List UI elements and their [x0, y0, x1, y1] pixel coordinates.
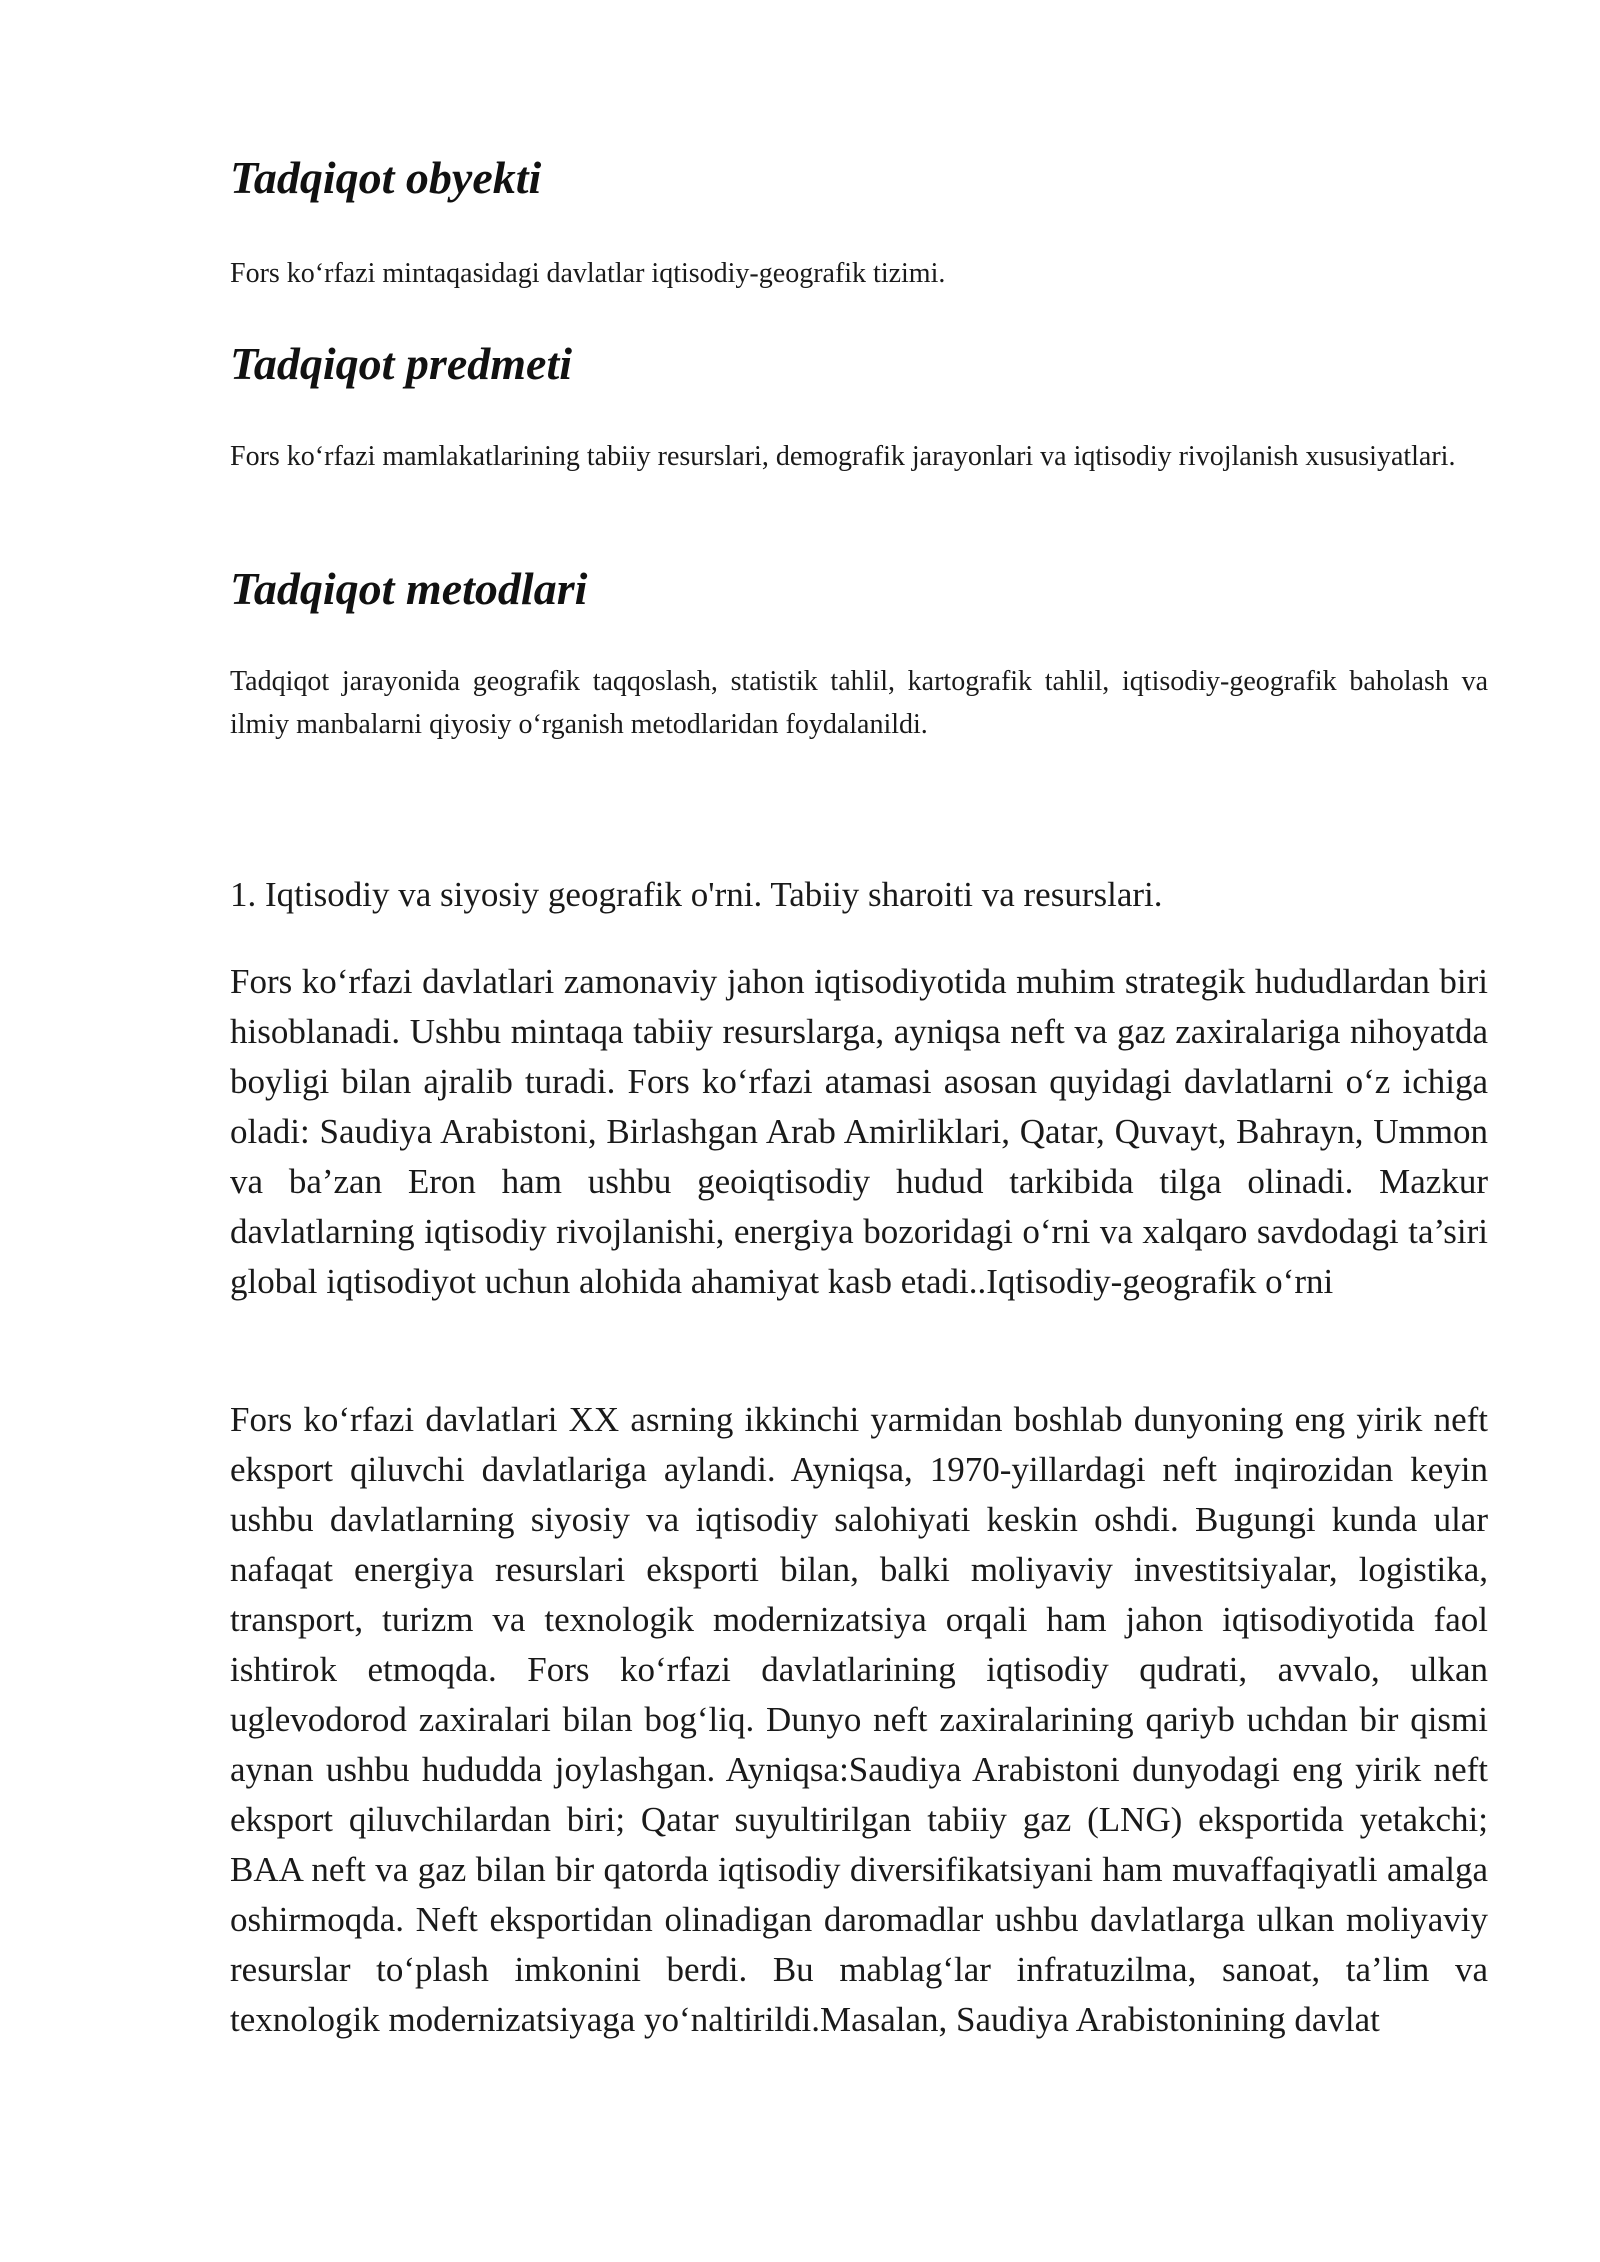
section-text-predmeti: Fors ko‘rfazi mamlakatlarining tabiiy resurslari, demografik jarayonlari va iqtisodiy rivojlanish xususiyatlari. — [230, 441, 1456, 472]
chapter-title: 1. Iqtisodiy va siyosiy geografik o'rni. Tabiiy sharoiti va resurslari. — [230, 875, 1163, 914]
section-text-metodlari: Tadqiqot jarayonida geografik taqqoslash, statistik tahlil, kartografik tahlil, iqtisodiy-geografik baholash va ilmiy manbalarni qiyosiy o‘rganish metodlaridan foydalanildi. — [230, 666, 1488, 740]
chapter-paragraph-1: Fors ko‘rfazi davlatlari zamonaviy jahon iqtisodiyotida muhim strategik hududlardan biri hisoblanadi. Ushbu mintaqa tabiiy resurslarga, ayniqsa neft va gaz zaxiralariga nihoyatda boyligi bilan ajralib turadi. Fors ko‘rfazi atamasi asosan quyidagi davlatlarni o‘z ichiga oladi: Saudiya Arabistoni, Birlashgan Arab Amirliklari, Qatar, Quvayt, Bahrayn, Ummon va ba’zan Eron ham ushbu geoiqtisodiy hudud tarkibida tilga olinadi. Mazkur davlatlarning iqtisodiy rivojlanishi, energiya bozoridagi o‘rni va xalqaro savdodagi ta’siri global iqtisodiyot uchun alohida ahamiyat kasb etadi..Iqtisodiy-geografik o‘rni — [230, 962, 1488, 1301]
section-heading-predmeti: Tadqiqot predmeti — [230, 338, 573, 389]
chapter-paragraph-2: Fors ko‘rfazi davlatlari XX asrning ikkinchi yarmidan boshlab dunyoning eng yirik neft eksport qiluvchi davlatlariga aylandi. Ayniqsa, 1970-yillardagi neft inqirozidan keyin ushbu davlatlarning siyosiy va iqtisodiy salohiyati keskin oshdi. Bugungi kunda ular nafaqat energiya resurslari eksporti bilan, balki moliyaviy investitsiyalar, logistika, transport, turizm va texnologik modernizatsiya orqali ham jahon iqtisodiyotida faol ishtirok etmoqda. Fors ko‘rfazi davlatlarining iqtisodiy qudrati, avvalo, ulkan uglevodorod zaxiralari bilan bog‘liq. Dunyo neft zaxiralarining qariyb uchdan bir qismi aynan ushbu hududda joylashgan. Ayniqsa:Saudiya Arabistoni dunyodagi eng yirik neft eksport qiluvchilardan biri; Qatar suyultirilgan tabiiy gaz (LNG) eksportida yetakchi; BAA neft va gaz bilan bir qatorda iqtisodiy diversifikatsiyani ham muvaffaqiyatli amalga oshirmoqda. Neft eksportidan olinadigan daromadlar ushbu davlatlarga ulkan moliyaviy resurslar to‘plash imkonini berdi. Bu mablag‘lar infratuzilma, sanoat, ta’lim va texnologik modernizatsiyaga yo‘naltirildi.Masalan, Saudiya Arabistonining davlat — [230, 1400, 1488, 2039]
section-heading-obyekti: Tadqiqot obyekti — [230, 152, 542, 203]
section-text-obyekti: Fors ko‘rfazi mintaqasidagi davlatlar iqtisodiy-geografik tizimi. — [230, 258, 946, 289]
section-heading-metodlari: Tadqiqot metodlari — [230, 563, 588, 614]
